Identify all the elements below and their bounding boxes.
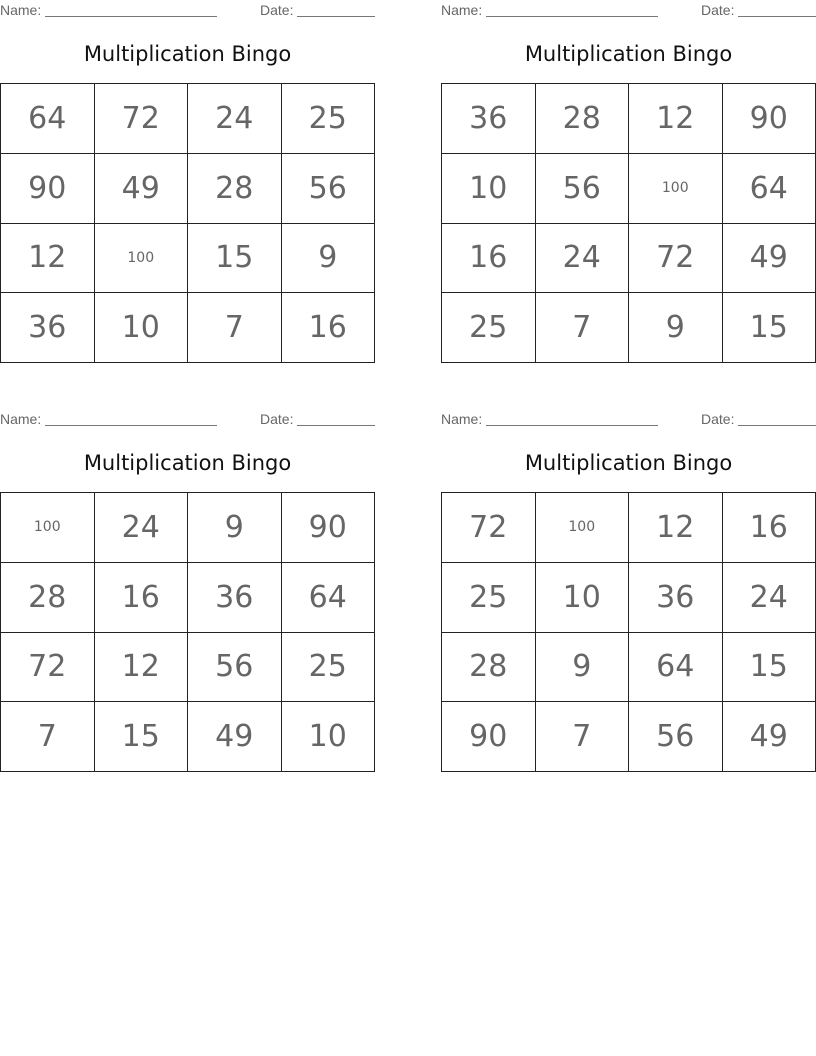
bingo-cell: 10 bbox=[95, 293, 189, 363]
bingo-cell: 36 bbox=[1, 293, 95, 363]
bingo-cell: 24 bbox=[95, 493, 189, 563]
bingo-cell: 9 bbox=[629, 293, 723, 363]
bingo-card-3 bbox=[0, 409, 375, 755]
bingo-cell: 49 bbox=[723, 702, 816, 772]
bingo-cell: 64 bbox=[723, 154, 816, 224]
bingo-cell: 64 bbox=[629, 633, 723, 703]
bingo-grid bbox=[441, 492, 816, 772]
date-label: Date: bbox=[260, 411, 294, 427]
bingo-cell: 100 bbox=[629, 154, 723, 224]
bingo-grid bbox=[0, 83, 375, 363]
bingo-cell: 24 bbox=[723, 563, 816, 633]
bingo-cell: 64 bbox=[282, 563, 376, 633]
bingo-cell: 15 bbox=[723, 293, 816, 363]
bingo-card-1 bbox=[0, 0, 375, 346]
card-title: Multiplication Bingo bbox=[83, 451, 292, 475]
bingo-cell: 10 bbox=[536, 563, 630, 633]
name-date-header bbox=[0, 0, 375, 22]
bingo-cell: 12 bbox=[1, 224, 95, 294]
name-label: Name: bbox=[441, 2, 483, 18]
bingo-cell: 28 bbox=[536, 84, 630, 154]
date-blank-line bbox=[297, 16, 375, 17]
name-label: Name: bbox=[0, 2, 42, 18]
bingo-cell: 36 bbox=[629, 563, 723, 633]
bingo-cell: 72 bbox=[629, 224, 723, 294]
bingo-cell: 12 bbox=[629, 84, 723, 154]
bingo-cell: 7 bbox=[188, 293, 282, 363]
bingo-cell: 12 bbox=[629, 493, 723, 563]
bingo-cell: 90 bbox=[1, 154, 95, 224]
bingo-cell: 24 bbox=[188, 84, 282, 154]
bingo-cell: 25 bbox=[442, 563, 536, 633]
bingo-cell: 72 bbox=[1, 633, 95, 703]
bingo-cell: 16 bbox=[442, 224, 536, 294]
name-date-header bbox=[0, 409, 375, 431]
bingo-card-2 bbox=[441, 0, 816, 346]
date-blank-line bbox=[297, 425, 375, 426]
bingo-cell: 28 bbox=[442, 633, 536, 703]
bingo-cell: 7 bbox=[536, 702, 630, 772]
bingo-grid bbox=[441, 83, 816, 363]
bingo-cell: 49 bbox=[723, 224, 816, 294]
bingo-cell: 90 bbox=[723, 84, 816, 154]
bingo-cell: 9 bbox=[282, 224, 376, 294]
bingo-cell: 16 bbox=[282, 293, 376, 363]
bingo-cell: 90 bbox=[282, 493, 376, 563]
bingo-grid bbox=[0, 492, 375, 772]
bingo-cell: 56 bbox=[629, 702, 723, 772]
bingo-cell: 100 bbox=[1, 493, 95, 563]
bingo-cell: 24 bbox=[536, 224, 630, 294]
bingo-cell: 7 bbox=[1, 702, 95, 772]
bingo-cell: 100 bbox=[536, 493, 630, 563]
bingo-cell: 28 bbox=[188, 154, 282, 224]
bingo-cell: 56 bbox=[282, 154, 376, 224]
bingo-cell: 9 bbox=[536, 633, 630, 703]
bingo-cell: 28 bbox=[1, 563, 95, 633]
bingo-cell: 25 bbox=[282, 633, 376, 703]
bingo-cell: 15 bbox=[188, 224, 282, 294]
card-title: Multiplication Bingo bbox=[524, 42, 733, 66]
bingo-cell: 49 bbox=[95, 154, 189, 224]
bingo-cell: 15 bbox=[95, 702, 189, 772]
name-date-header bbox=[441, 409, 816, 431]
bingo-cell: 72 bbox=[95, 84, 189, 154]
bingo-cell: 16 bbox=[95, 563, 189, 633]
bingo-cell: 56 bbox=[188, 633, 282, 703]
bingo-cell: 16 bbox=[723, 493, 816, 563]
bingo-cell: 36 bbox=[188, 563, 282, 633]
bingo-cell: 36 bbox=[442, 84, 536, 154]
name-date-header bbox=[441, 0, 816, 22]
date-blank-line bbox=[738, 425, 816, 426]
bingo-cell: 7 bbox=[536, 293, 630, 363]
card-title: Multiplication Bingo bbox=[524, 451, 733, 475]
bingo-cell: 56 bbox=[536, 154, 630, 224]
bingo-cell: 25 bbox=[442, 293, 536, 363]
bingo-cell: 25 bbox=[282, 84, 376, 154]
card-title: Multiplication Bingo bbox=[83, 42, 292, 66]
date-label: Date: bbox=[701, 411, 735, 427]
bingo-cell: 10 bbox=[442, 154, 536, 224]
bingo-cell: 49 bbox=[188, 702, 282, 772]
bingo-cell: 72 bbox=[442, 493, 536, 563]
bingo-cell: 100 bbox=[95, 224, 189, 294]
bingo-card-4 bbox=[441, 409, 816, 755]
name-label: Name: bbox=[441, 411, 483, 427]
name-blank-line bbox=[45, 425, 217, 426]
bingo-cell: 15 bbox=[723, 633, 816, 703]
date-blank-line bbox=[738, 16, 816, 17]
date-label: Date: bbox=[260, 2, 294, 18]
bingo-cell: 12 bbox=[95, 633, 189, 703]
name-blank-line bbox=[486, 425, 658, 426]
bingo-cell: 10 bbox=[282, 702, 376, 772]
date-label: Date: bbox=[701, 2, 735, 18]
name-label: Name: bbox=[0, 411, 42, 427]
name-blank-line bbox=[486, 16, 658, 17]
name-blank-line bbox=[45, 16, 217, 17]
bingo-cell: 90 bbox=[442, 702, 536, 772]
bingo-cell: 9 bbox=[188, 493, 282, 563]
bingo-cell: 64 bbox=[1, 84, 95, 154]
